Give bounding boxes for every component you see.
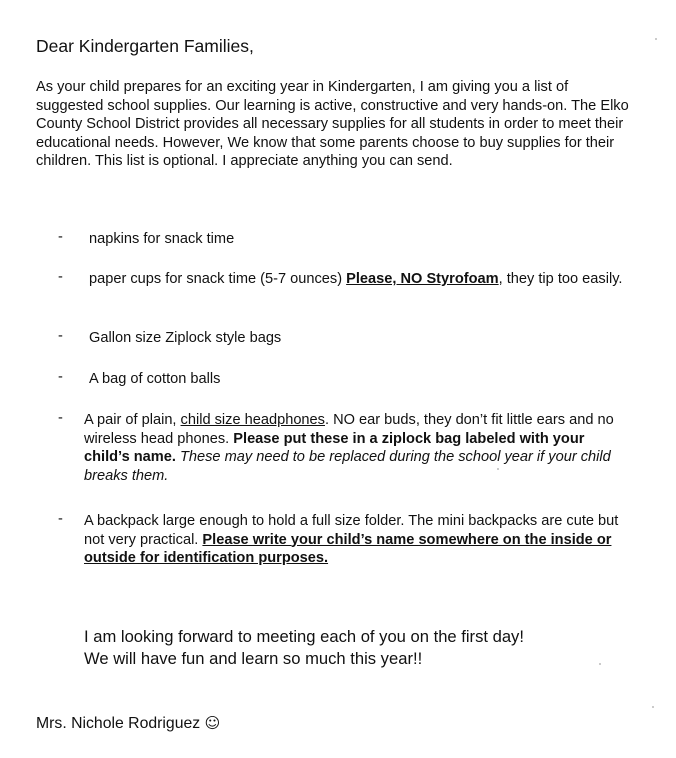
list-dash: - [58,511,63,527]
scan-speck [599,663,601,665]
supply-item-text [84,270,624,289]
intro-paragraph: As your child prepares for an exciting year in Kindergarten, I am giving you a list of suggested school supplies. Our learning is active, constructive and very hands-on. The Elko County School District provides all necessary supplies for all students in order to meet their educational needs. However, We know that some parents choose to buy supplies for their children. This list is optional. I appreciate anything you can send. [36,79,629,169]
supply-item-text [84,512,619,568]
closing-line-1: I am looking forward to meeting each of you on the first day! [84,627,524,646]
list-dash: - [58,328,63,344]
scan-speck [655,38,657,40]
supply-item-text [84,411,614,485]
scan-speck [652,706,654,708]
no-styrofoam-emphasis: Please, NO Styrofoam [346,271,499,287]
closing-line-2: We will have fun and learn so much this year!! [84,649,423,668]
name-label-instruction: Please write your child’s name somewhere on the inside or outside for identification purposes. [84,531,612,566]
signature [36,713,220,734]
smiley-icon: ☺ [204,714,221,732]
list-dash: - [58,229,63,245]
replacement-note: These may need to be replaced during the school year if your child breaks them. [84,449,611,484]
ziplock-instruction: Please put these in a ziplock bag labeled with your child’s name. [84,430,585,465]
greeting: Dear Kindergarten Families, [36,36,254,56]
closing-message [84,626,524,670]
list-dash: - [58,369,63,385]
backpack-text: A backpack large enough to hold a full size folder. The mini backpacks are cute but not very practical. [84,513,619,548]
cups-text: paper cups for snack time (5-7 ounces) [89,271,347,287]
headphones-text: A pair of plain, [84,412,181,428]
supply-item-text: Gallon size Ziplock style bags [89,330,282,346]
cups-text-after: , they tip too easily. [498,271,623,287]
signature-name: Mrs. Nichole Rodriguez [36,715,201,732]
list-dash: - [58,269,63,285]
list-dash: - [58,410,63,426]
child-size-headphones: child size headphones [180,412,325,428]
supply-item-text: A bag of cotton balls [89,371,221,387]
supply-item-text: napkins for snack time [89,231,235,247]
headphones-text-mid: . NO ear buds, they don’t fit little ears and no wireless head phones. [84,412,614,447]
scan-speck [497,468,499,470]
